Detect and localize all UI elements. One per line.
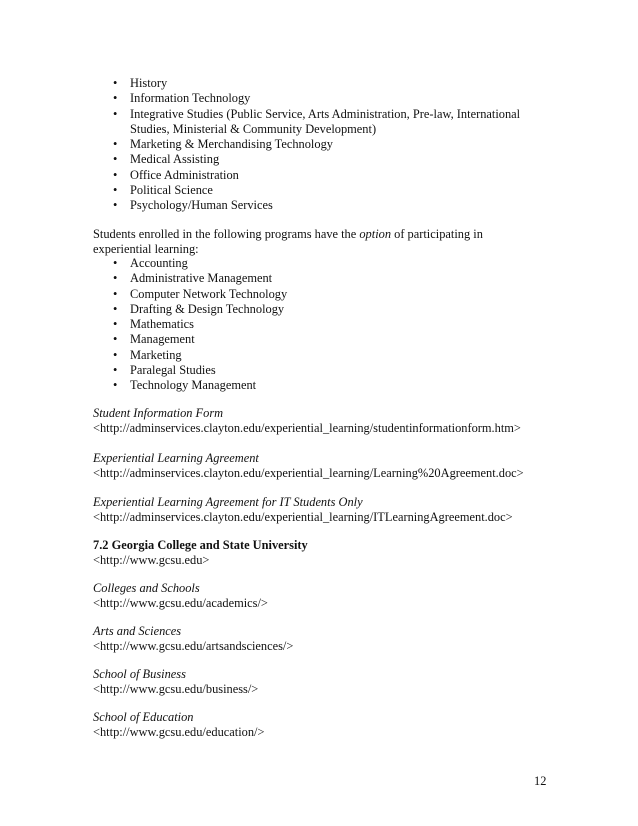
list-item: [0, 302, 638, 317]
bullet-icon: •: [113, 167, 118, 182]
section-url[interactable]: <http://www.gcsu.edu>: [93, 553, 210, 568]
link-title: School of Education: [93, 710, 194, 724]
paragraph-text: Students enrolled in the following programs have the: [93, 227, 360, 241]
link-block-education: [93, 710, 553, 741]
link-url[interactable]: <http://adminservices.clayton.edu/experiential_learning/studentinformationform.htm>: [93, 421, 521, 436]
section-heading: 7.2 Georgia College and State University: [93, 538, 308, 552]
list-item-label: Information Technology: [130, 91, 251, 106]
bullet-icon: •: [113, 106, 118, 121]
list-item: [0, 378, 638, 393]
link-block-business: [93, 667, 553, 698]
list-item: [0, 271, 638, 286]
list-item: [0, 168, 638, 183]
list-item-label: Paralegal Studies: [130, 363, 216, 378]
list-item-label: Office Administration: [130, 167, 239, 182]
page-number: 12: [534, 774, 547, 788]
list-item: [0, 317, 638, 332]
bullet-icon: •: [113, 317, 118, 332]
list-item-label: Medical Assisting: [130, 152, 220, 167]
link-title: Experiential Learning Agreement: [93, 451, 259, 465]
paragraph-text-end: of participating in experiential learning:: [93, 227, 483, 257]
bullet-icon: •: [113, 286, 118, 301]
section-gcsu: [93, 538, 553, 569]
list-item: [0, 198, 638, 213]
programs-paragraph: [93, 227, 513, 258]
list-item-label: Computer Network Technology: [130, 286, 288, 301]
bullet-icon: •: [113, 332, 118, 347]
list-item-label: Management: [130, 332, 195, 347]
list-item: [0, 256, 638, 271]
link-block-it-agreement: [93, 495, 553, 526]
bullet-icon: •: [113, 347, 118, 362]
link-title: School of Business: [93, 667, 186, 681]
list-item: [0, 183, 638, 198]
list-item-label: Integrative Studies (Public Service, Arts Administration, Pre-law, International Studies, Ministerial & Community Development): [130, 106, 521, 136]
bullet-icon: •: [113, 256, 118, 270]
bullet-icon: •: [113, 183, 118, 198]
list-item-label: Accounting: [130, 256, 188, 270]
program-list-required: [0, 76, 638, 214]
list-item: [0, 107, 638, 138]
list-item-label: History: [130, 76, 168, 90]
link-block-learning-agreement: [93, 451, 553, 482]
bullet-icon: •: [113, 378, 118, 393]
link-title: Colleges and Schools: [93, 581, 200, 595]
list-item-label: Marketing: [130, 347, 182, 362]
list-item: [0, 76, 638, 91]
link-title: Arts and Sciences: [93, 624, 182, 638]
list-item-label: Technology Management: [130, 378, 257, 393]
link-block-arts-sciences: [93, 624, 553, 655]
link-url[interactable]: <http://www.gcsu.edu/education/>: [93, 725, 265, 740]
bullet-icon: •: [113, 76, 118, 90]
list-item-label: Mathematics: [130, 317, 194, 332]
bullet-icon: •: [113, 137, 118, 152]
list-item-label: Psychology/Human Services: [130, 198, 273, 213]
paragraph-emphasis: option: [359, 227, 392, 241]
link-url[interactable]: <http://www.gcsu.edu/artsandsciences/>: [93, 639, 294, 654]
link-block-student-information: [93, 406, 553, 437]
link-url[interactable]: <http://www.gcsu.edu/academics/>: [93, 596, 268, 611]
list-item: [0, 348, 638, 363]
link-url[interactable]: <http://adminservices.clayton.edu/experiential_learning/Learning%20Agreement.doc>: [93, 466, 524, 481]
list-item-label: Drafting & Design Technology: [130, 301, 285, 316]
link-block-colleges: [93, 581, 553, 612]
list-item: [0, 91, 638, 106]
program-list-optional: [0, 256, 638, 394]
bullet-icon: •: [113, 271, 118, 286]
list-item: [0, 287, 638, 302]
bullet-icon: •: [113, 363, 118, 378]
list-item: [0, 332, 638, 347]
bullet-icon: •: [113, 91, 118, 106]
link-title: Student Information Form: [93, 406, 224, 420]
link-url[interactable]: <http://adminservices.clayton.edu/experiential_learning/ITLearningAgreement.doc>: [93, 510, 513, 525]
bullet-icon: •: [113, 198, 118, 213]
bullet-icon: •: [113, 301, 118, 316]
list-item-label: Marketing & Merchandising Technology: [130, 137, 333, 152]
list-item: [0, 152, 638, 167]
list-item: [0, 363, 638, 378]
list-item-label: Administrative Management: [130, 271, 273, 286]
bullet-icon: •: [113, 152, 118, 167]
link-url[interactable]: <http://www.gcsu.edu/business/>: [93, 682, 259, 697]
list-item-label: Political Science: [130, 183, 213, 198]
list-item: [0, 137, 638, 152]
link-title: Experiential Learning Agreement for IT Students Only: [93, 495, 363, 509]
